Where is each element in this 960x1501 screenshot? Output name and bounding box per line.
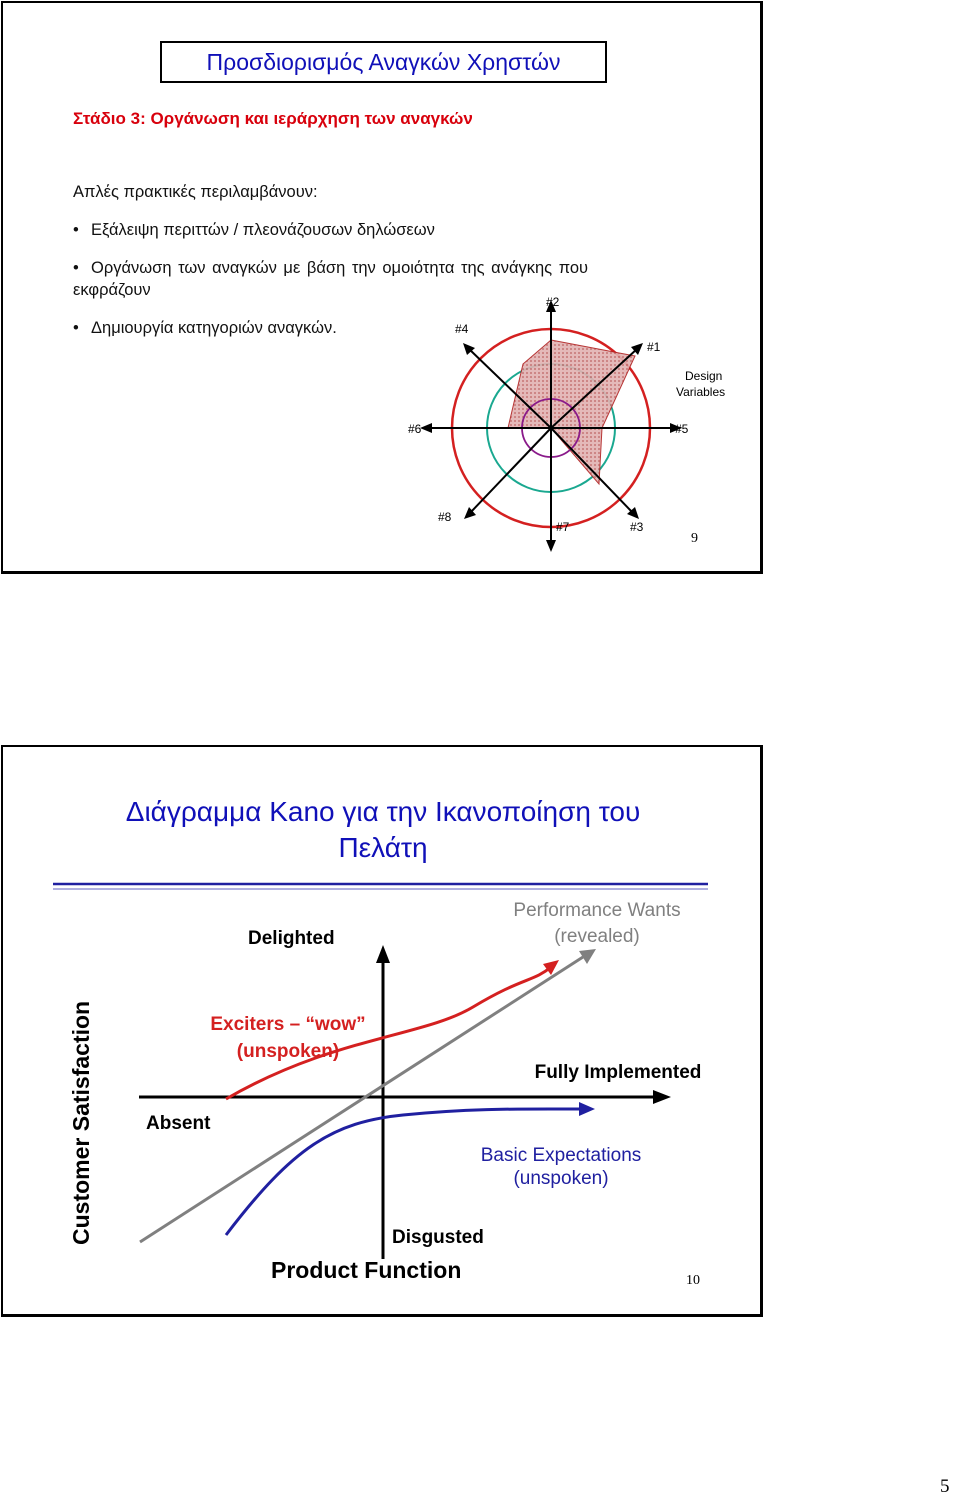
disgusted-label: Disgusted	[392, 1227, 484, 1248]
axis-label: #4	[455, 322, 469, 336]
delighted-label: Delighted	[248, 928, 335, 949]
performance-curve	[140, 957, 583, 1242]
legend-line: Variables	[676, 385, 726, 399]
basic-label: (unspoken)	[513, 1168, 609, 1189]
intro-text: Απλές πρακτικές περιλαμβάνουν:	[73, 183, 318, 201]
absent-label: Absent	[146, 1113, 211, 1134]
x-axis-arrow	[653, 1090, 671, 1104]
slide-page-number: 10	[686, 1273, 700, 1288]
legend-line: Design	[685, 369, 723, 383]
bullet-item: • Οργάνωση των αναγκών με βάση την ομοιότητα της ανάγκης που	[73, 259, 588, 278]
slide-10	[1, 745, 763, 1317]
x-axis-label: Product Function	[271, 1257, 462, 1283]
performance-label: (revealed)	[554, 926, 640, 947]
bullet-item: • Εξάλειψη περιττών / πλεονάζουσων δηλώσεων	[73, 221, 435, 240]
axis-label: #5	[675, 422, 689, 436]
slide-page-number: 9	[691, 531, 698, 546]
performance-label: Performance Wants	[513, 900, 681, 921]
basic-label: Basic Expectations	[480, 1145, 642, 1166]
bullet-item: • Δημιουργία κατηγοριών αναγκών.	[73, 319, 337, 338]
bullet-continuation: εκφράζουν	[73, 281, 151, 299]
exciters-label: Exciters – “wow”	[210, 1014, 366, 1035]
slide-9	[1, 1, 763, 574]
fully-implemented-label: Fully Implemented	[534, 1062, 702, 1083]
title-line: Διάγραμμα Kano για την Ικανοποίηση του	[125, 796, 641, 827]
axis-label: #6	[408, 422, 422, 436]
slide-title: Προσδιορισμός Αναγκών Χρηστών	[160, 41, 607, 83]
basic-arrow	[579, 1102, 595, 1116]
axis-label: #8	[438, 510, 452, 524]
axis-label: #7	[556, 520, 570, 534]
axis-label: #1	[647, 340, 661, 354]
title-line: Πελάτη	[338, 832, 428, 863]
slide-subtitle: Στάδιο 3: Οργάνωση και ιεράρχηση των αναγκών	[73, 109, 473, 128]
y-axis-arrow	[376, 945, 390, 963]
axis-label: #3	[630, 520, 644, 534]
kano-diagram	[3, 747, 761, 1315]
y-axis-label: Customer Satisfaction	[68, 1000, 94, 1245]
document-page-number: 5	[940, 1476, 950, 1497]
axis-label: #2	[546, 295, 560, 309]
design-variables-radar	[398, 288, 748, 553]
exciters-label: (unspoken)	[236, 1041, 340, 1062]
